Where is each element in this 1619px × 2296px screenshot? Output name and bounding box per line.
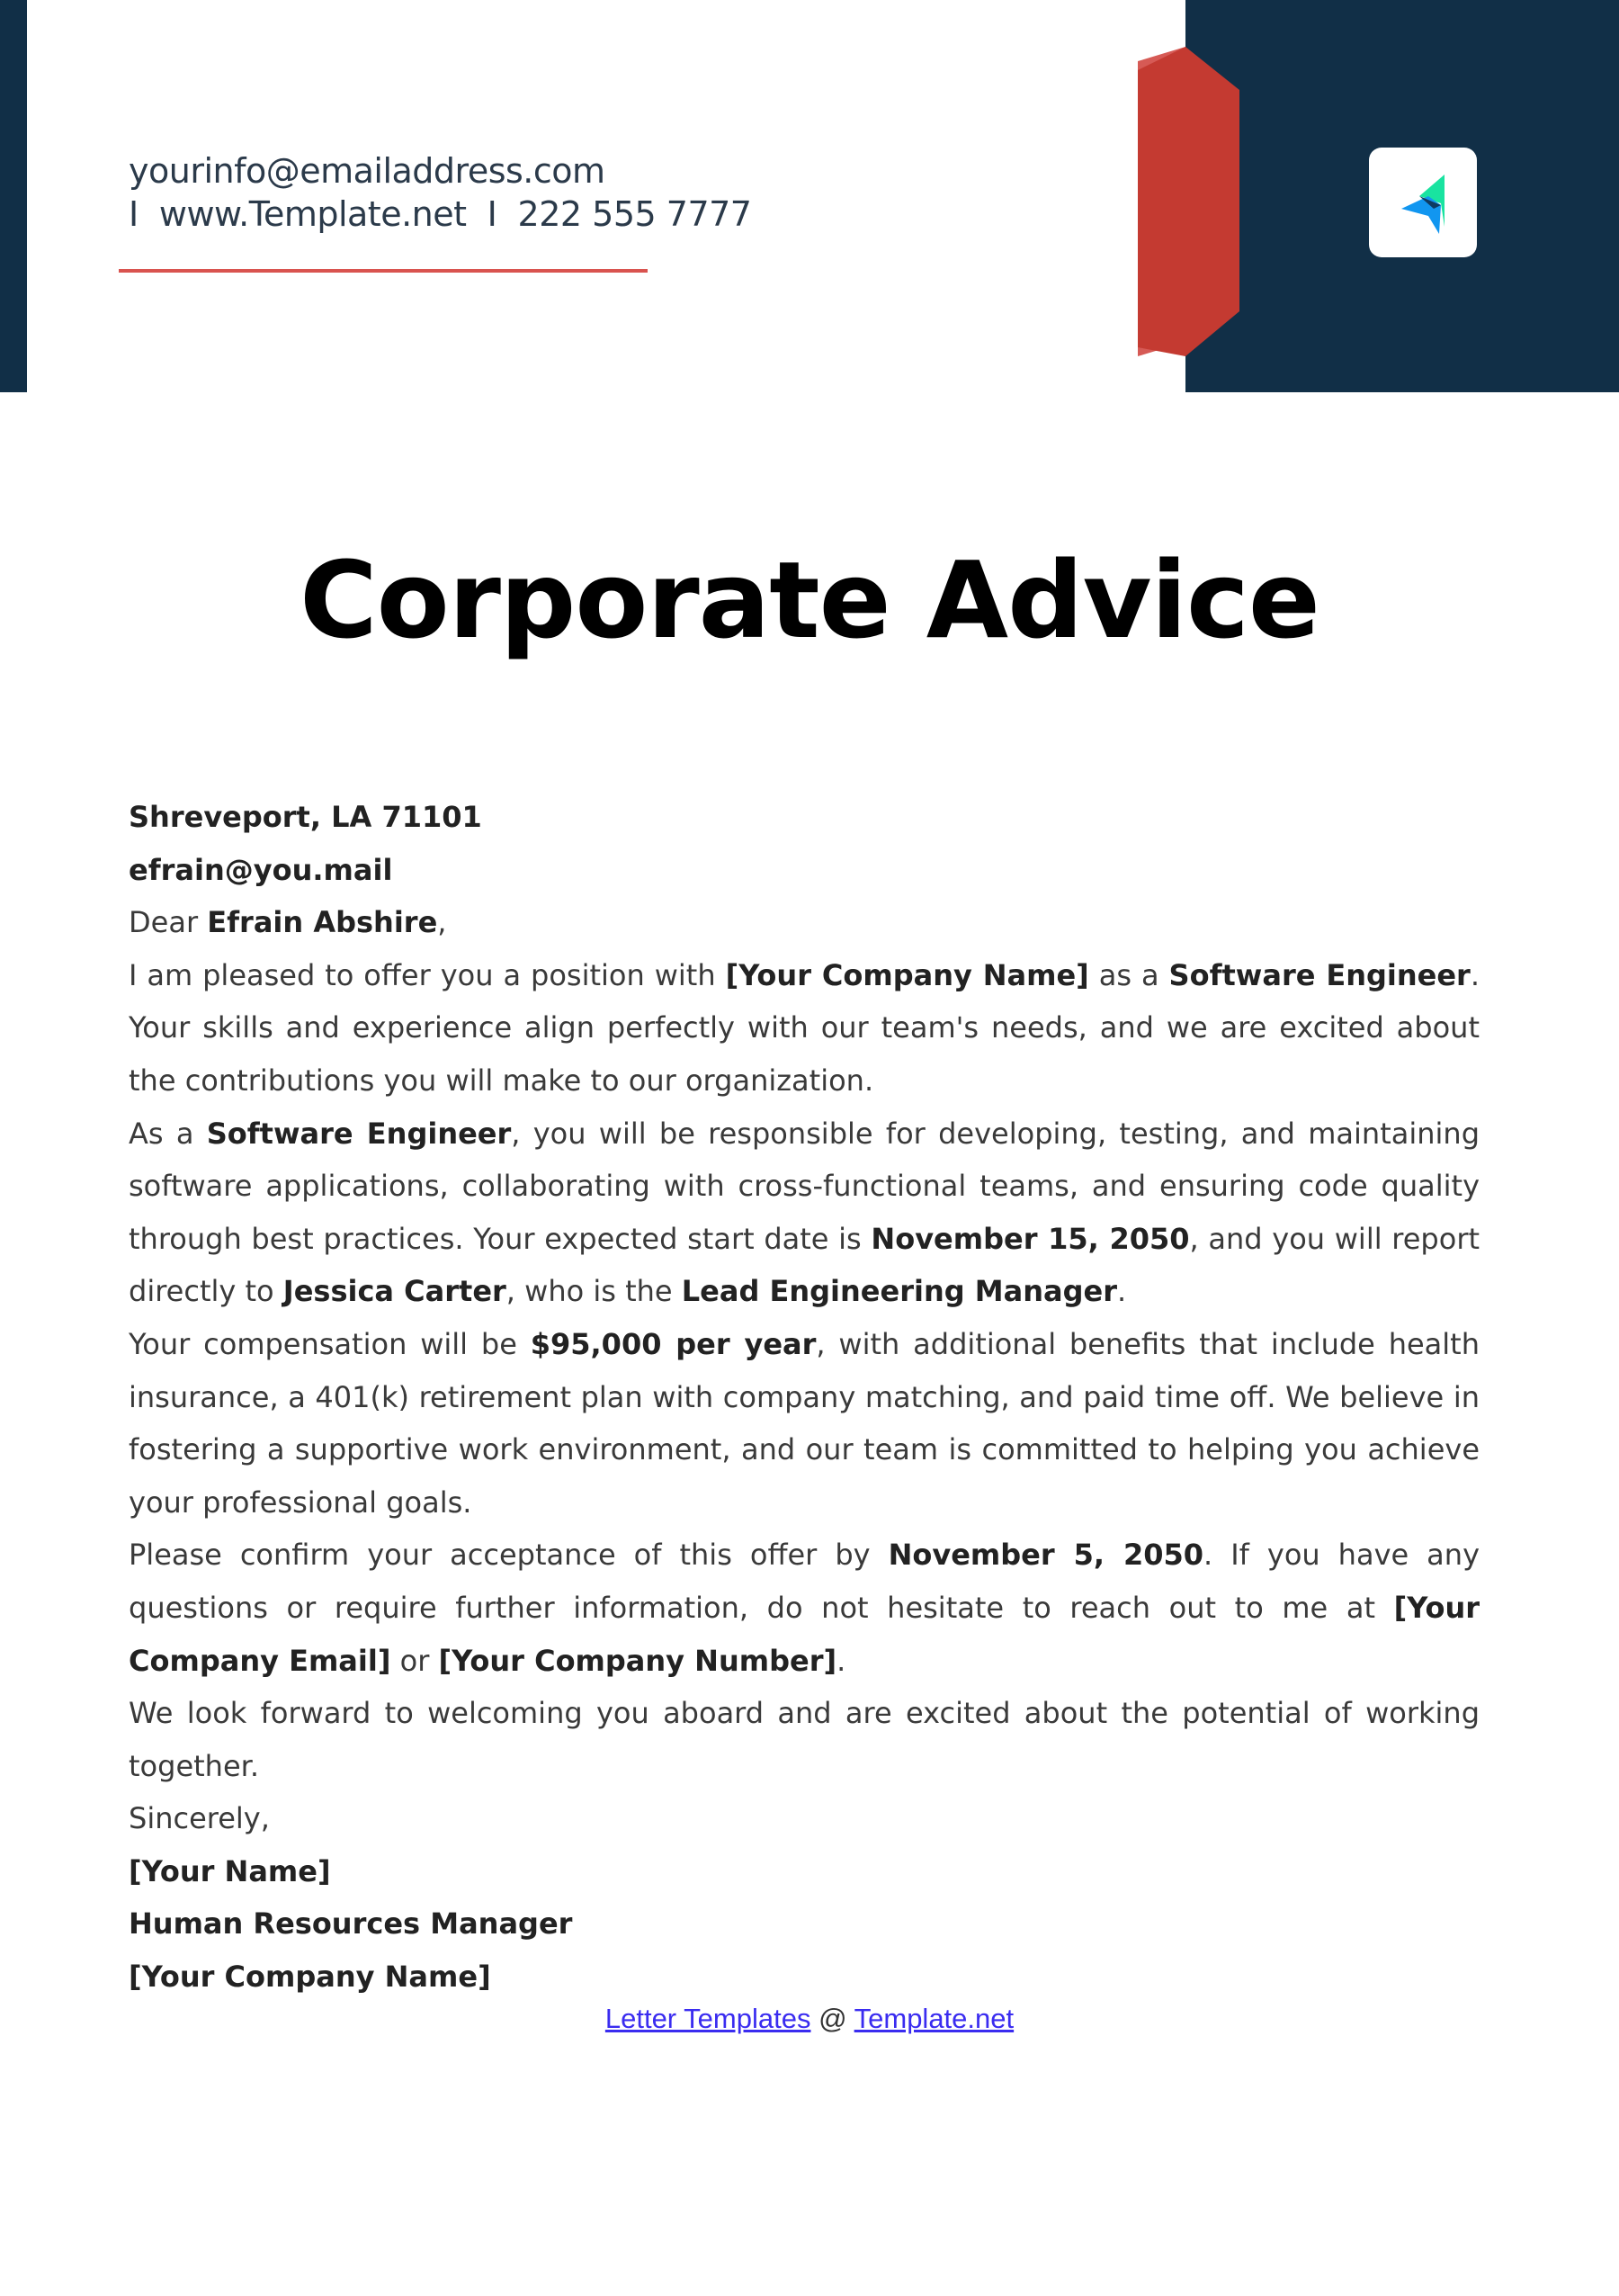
text: as a bbox=[1088, 957, 1169, 992]
page-title: Corporate Advice bbox=[300, 538, 1319, 662]
company-name: [Your Company Name] bbox=[725, 957, 1089, 992]
start-date: November 15, 2050 bbox=[871, 1221, 1190, 1256]
contact-info bbox=[129, 149, 751, 236]
logo bbox=[1369, 148, 1477, 257]
letter-body bbox=[129, 791, 1480, 2004]
text: , with additional benefits that include health insurance, a 401(k) retirement plan with company matching, and paid time off. We believe in fostering a supportive work environment, and our team is committed to helping you achieve your professional goals. bbox=[129, 1326, 1480, 1520]
text: , and you will report directly to bbox=[129, 1221, 1480, 1309]
salutation-suffix: , bbox=[437, 905, 447, 940]
salary: $95,000 per year bbox=[530, 1326, 817, 1361]
company-email: [Your Company Email] bbox=[129, 1590, 1480, 1678]
footer-separator: @ bbox=[810, 2003, 854, 2034]
text: or bbox=[390, 1643, 439, 1678]
paragraph-closing: We look forward to welcoming you aboard and are excited about the potential of working together. bbox=[129, 1696, 1480, 1783]
text: As a bbox=[129, 1116, 207, 1151]
company-number: [Your Company Number] bbox=[438, 1643, 837, 1678]
text: . bbox=[1116, 1274, 1127, 1309]
contact-email: yourinfo@emailaddress.com bbox=[129, 151, 605, 191]
manager-title: Lead Engineering Manager bbox=[681, 1274, 1117, 1309]
contact-website-phone: I www.Template.net I 222 555 7777 bbox=[129, 194, 752, 234]
salutation-prefix: Dear bbox=[129, 905, 208, 940]
paragraph-compensation bbox=[129, 1318, 1480, 1529]
text: I am pleased to offer you a position with bbox=[129, 957, 726, 992]
manager-name: Jessica Carter bbox=[282, 1274, 506, 1309]
left-navy-bar bbox=[0, 0, 27, 392]
sender-title: Human Resources Manager bbox=[129, 1906, 573, 1942]
text: , you will be responsible for developing, testing, and maintaining software applications, collaborating with cross-functional teams, and ensuring code quality through best practices. Your expected start date is bbox=[129, 1116, 1480, 1256]
deadline: November 5, 2050 bbox=[888, 1538, 1204, 1573]
text: . bbox=[836, 1643, 846, 1678]
salutation bbox=[129, 896, 1480, 949]
text: Please confirm your acceptance of this offer by bbox=[129, 1538, 889, 1573]
position: Software Engineer bbox=[206, 1116, 512, 1151]
text: . If you have any questions or require further information, do not hesitate to reach out to me at bbox=[129, 1538, 1480, 1625]
sender-name: [Your Name] bbox=[129, 1853, 331, 1888]
paragraph-offer bbox=[129, 949, 1480, 1108]
address: Shreveport, LA 71101 bbox=[129, 800, 482, 834]
paragraph-role bbox=[129, 1108, 1480, 1318]
recipient-name: Efrain Abshire bbox=[207, 905, 438, 940]
divider-line bbox=[119, 269, 648, 273]
text: . Your skills and experience align perfectly with our team's needs, and we are excited about the contributions you will make to our organization. bbox=[129, 957, 1480, 1098]
template-net-logo-icon bbox=[1392, 169, 1455, 238]
position: Software Engineer bbox=[1168, 957, 1471, 992]
template-net-link[interactable]: Template.net bbox=[854, 2003, 1015, 2034]
sender-company: [Your Company Name] bbox=[129, 1960, 491, 1995]
paragraph-confirm bbox=[129, 1529, 1480, 1687]
recipient-email: efrain@you.mail bbox=[129, 852, 393, 887]
letter-templates-link[interactable]: Letter Templates bbox=[604, 2003, 811, 2034]
red-ribbon-shape bbox=[1133, 43, 1241, 360]
text: , who is the bbox=[505, 1274, 682, 1309]
closing: Sincerely, bbox=[129, 1801, 270, 1836]
footer bbox=[0, 2003, 1619, 2035]
text: Your compensation will be bbox=[129, 1326, 531, 1361]
